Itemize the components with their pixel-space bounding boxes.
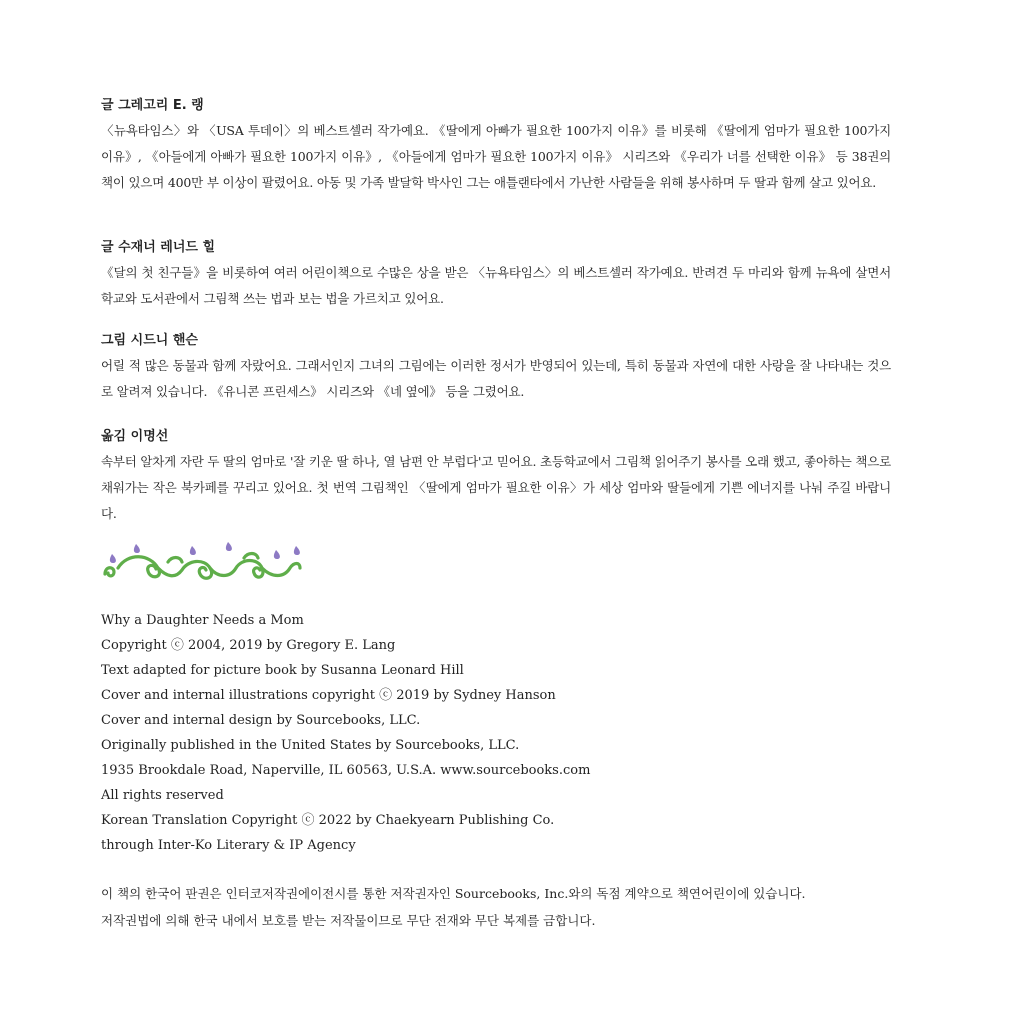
bio-heading: 그림 시드니 핸슨 xyxy=(101,333,198,348)
vine-swirl-ornament-icon xyxy=(100,538,302,586)
adapter-bio xyxy=(101,238,891,312)
author-bio xyxy=(101,96,891,196)
credit-line: 1935 Brookdale Road, Naperville, IL 60563, U.S.A. www.sourcebooks.com xyxy=(101,763,591,778)
credit-line: All rights reserved xyxy=(101,788,224,803)
credit-line: Cover and internal illustrations copyright ⓒ 2019 by Sydney Hanson xyxy=(101,688,556,703)
credit-line: Cover and internal design by Sourcebooks, LLC. xyxy=(101,713,421,728)
translator-bio xyxy=(101,427,891,527)
credit-line: through Inter-Ko Literary & IP Agency xyxy=(101,838,356,853)
bio-text: 어릴 적 많은 동물과 함께 자랐어요. 그래서인지 그녀의 그림에는 이러한 정서가 반영되어 있는데, 특히 동물과 자연에 대한 사랑을 잘 나타내는 것으로 알려져 있습니다. 《유니콘 프린세스》 시리즈와 《네 옆에》 등을 그렸어요. xyxy=(101,358,891,399)
bio-text: 〈뉴욕타임스〉와 〈USA 투데이〉의 베스트셀러 작가예요. 《딸에게 아빠가 필요한 100가지 이유》를 비롯해 《딸에게 엄마가 필요한 100가지 이유》, 《아들에게 아빠가 필요한 100가지 이유》, 《아들에게 엄마가 필요한 100가지 이유》 시리즈와 《우리가 너를 선택한 이유》 등 38권의 책이 있으며 400만 부 이상이 팔렸어요. 아동 및 가족 발달학 박사인 그는 애틀랜타에서 가난한 사람들을 위해 봉사하며 두 딸과 함께 살고 있어요. xyxy=(101,123,891,190)
credit-line: Korean Translation Copyright ⓒ 2022 by Chaekyearn Publishing Co. xyxy=(101,813,555,828)
bio-heading: 옮김 이명선 xyxy=(101,429,169,444)
korean-rights-notice xyxy=(101,880,901,934)
bio-text: 속부터 알차게 자란 두 딸의 엄마로 '잘 키운 딸 하나, 열 남편 안 부럽다'고 믿어요. 초등학교에서 그림책 읽어주기 봉사를 오래 했고, 좋아하는 책으로 채워가는 작은 북카페를 꾸리고 있어요. 첫 번역 그림책인 〈딸에게 엄마가 필요한 이유〉가 세상 엄마와 딸들에게 기쁜 에너지를 나눠 주길 바랍니다. xyxy=(101,454,891,521)
credit-line: Originally published in the United States by Sourcebooks, LLC. xyxy=(101,738,520,753)
copyright-credits xyxy=(101,608,881,858)
bio-heading: 글 그레고리 E. 랭 xyxy=(101,98,204,113)
credit-line: Copyright ⓒ 2004, 2019 by Gregory E. Lang xyxy=(101,638,396,653)
bio-text: 《달의 첫 친구들》을 비롯하여 여러 어린이책으로 수많은 상을 받은 〈뉴욕타임스〉의 베스트셀러 작가예요. 반려견 두 마리와 함께 뉴욕에 살면서 학교와 도서관에서 그림책 쓰는 법과 보는 법을 가르치고 있어요. xyxy=(101,265,891,306)
bio-heading: 글 수재너 레너드 힐 xyxy=(101,240,216,255)
rights-line: 저작권법에 의해 한국 내에서 보호를 받는 저작물이므로 무단 전재와 무단 복제를 금합니다. xyxy=(101,913,596,928)
credit-line: Text adapted for picture book by Susanna Leonard Hill xyxy=(101,663,464,678)
illustrator-bio xyxy=(101,331,891,405)
credit-line: Why a Daughter Needs a Mom xyxy=(101,613,304,628)
rights-line: 이 책의 한국어 판권은 인터코저작권에이전시를 통한 저작권자인 Sourcebooks, Inc.와의 독점 계약으로 책연어린이에 있습니다. xyxy=(101,886,806,901)
